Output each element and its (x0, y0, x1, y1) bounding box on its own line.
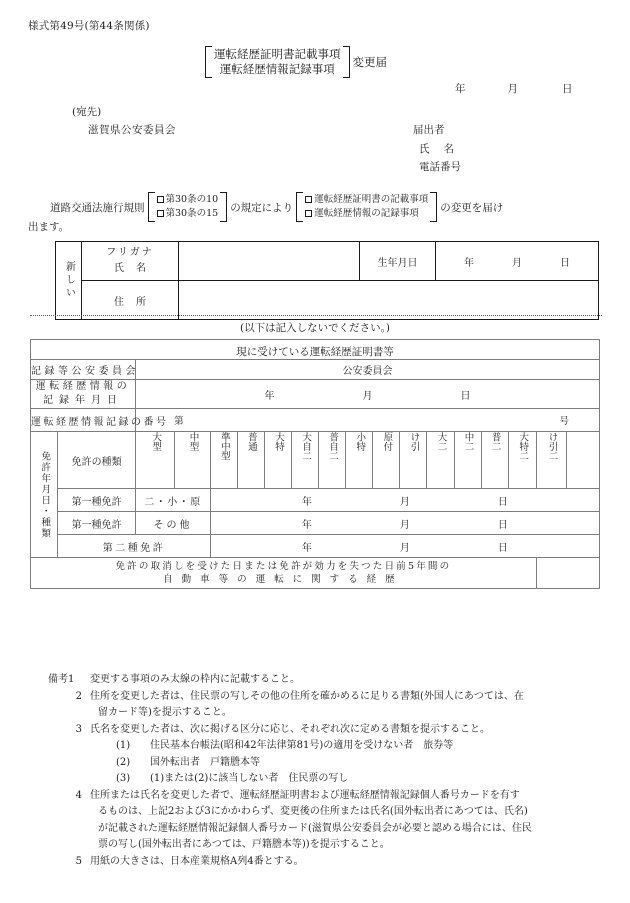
submitter-name-char-b: 名 (443, 143, 454, 155)
table-row (31, 558, 600, 589)
furigana-name-label-cell (82, 242, 179, 281)
category-header-0: 大型 (136, 432, 175, 489)
remark-item-5 (30, 854, 610, 871)
checkbox-icon[interactable] (157, 210, 164, 217)
birth-month-label: 月 (512, 257, 522, 269)
table-row (31, 409, 600, 432)
remark-4-text-line2: るものは、上記2および3にかかわらず、変更後の住所または氏名(国外転出者にあつては、氏名) (98, 806, 528, 817)
regulation-middle: の規定により (230, 201, 294, 214)
record-month-label: 月 (362, 390, 373, 402)
category-header-9: け引 (400, 432, 427, 489)
category-header-14: け引二 (536, 432, 566, 489)
license-row-2-year: 年 (301, 542, 312, 554)
regulation-prefix: 道路交通法施行規則 (50, 201, 145, 214)
checkbox-icon[interactable] (157, 196, 164, 203)
new-side-label-cell (56, 242, 82, 320)
title-line-2: 運転経歴情報記録事項 (219, 62, 335, 76)
license-row-0-month: 月 (399, 496, 410, 508)
license-row-1-sub: その他 (136, 512, 211, 535)
committee-value-cell (136, 360, 600, 380)
history-bar-line2: 自動車等の運転に関する経歴 (163, 574, 404, 585)
category-header-13: 大特二 (508, 432, 536, 489)
bracket-left (148, 192, 155, 222)
remark-3-sub-3-number: (3) (116, 773, 131, 784)
remark-3-sub-3-text: (1)または(2)に該当しない者 住民票の写し (150, 773, 349, 784)
title-lines (212, 46, 343, 78)
remark-4-text-line4: 票の写し(国外転出者にあつては、戸籍謄本等))を提示すること。 (98, 839, 390, 850)
address-label-cell (82, 281, 179, 320)
table-row (31, 512, 600, 535)
current-certificate-header-cell (31, 340, 600, 360)
remark-3-sub-2 (30, 755, 610, 772)
license-row-0-sub: 二・小・原 (136, 489, 211, 512)
regulation-option-bracket-1 (148, 192, 228, 222)
table-row (31, 489, 600, 512)
regulation-option-1[interactable]: 第30条の10 (157, 193, 219, 207)
remark-2-number: 2 (75, 690, 82, 702)
title-line-1: 運転経歴証明書記載事項 (214, 47, 341, 61)
remark-4-text-line1: 住所または氏名を変更した者で、運転経歴証明書および運転経歴情報記録個人番号カードを有す (90, 789, 520, 801)
committee-value: 公安委員会 (342, 366, 393, 377)
license-row-0-day: 日 (497, 496, 508, 508)
category-header-1: 中型 (175, 432, 211, 489)
regulation-option-3[interactable]: 運転経歴証明書の記載事項 (305, 193, 428, 207)
record-number-label-cell: 運転経歴情報記録の番号 (31, 409, 136, 432)
remark-3-number: 3 (75, 723, 82, 735)
name-label: 氏 名 (114, 263, 146, 274)
category-header-3: 普通 (237, 432, 264, 489)
license-side-label: 免許年月日・種類 (39, 450, 51, 539)
regulation-line (50, 192, 503, 222)
regulation-option-2[interactable]: 第30条の15 (157, 207, 219, 221)
remark-item-3 (30, 722, 610, 739)
remark-3-sub-1 (30, 738, 610, 755)
category-header-4: 大特 (264, 432, 291, 489)
form-title (205, 46, 387, 78)
submission-date-line (455, 81, 573, 96)
remark-4-number: 4 (75, 789, 82, 801)
remarks-label: 備考1 (48, 674, 75, 685)
category-header-7: 小特 (346, 432, 373, 489)
remark-4-text-line3: が記載された運転経歴情報記録個人番号カード(滋賀県公安委員会が必要と認める場合には、住民 (98, 822, 532, 834)
category-header-12: 普二 (481, 432, 508, 489)
record-date-label-line2: 記録年月日 (43, 395, 124, 406)
record-number-value-cell[interactable] (136, 409, 600, 432)
regulation-suffix: の変更を届け (440, 201, 504, 214)
license-side-label-cell (31, 432, 58, 558)
remark-2-text-line1: 住所を変更した者は、住民票の写しその他の住所を確かめるに足りる書類(外国人にあつては、在 (90, 690, 524, 702)
birth-year-label: 年 (464, 257, 474, 269)
birth-day-label: 日 (560, 257, 570, 269)
address-input-cell[interactable] (179, 281, 599, 320)
bracket-left (205, 46, 212, 78)
category-header-11: 中二 (454, 432, 481, 489)
submitter-tel-label: 電話番号 (419, 161, 461, 173)
addressee-name: 滋賀県公安委員会 (88, 124, 176, 136)
license-row-1-date[interactable] (210, 512, 599, 535)
license-row-1-month: 月 (399, 519, 410, 531)
do-not-fill-notice: (以下は記入しないでください。) (240, 322, 390, 334)
form-number: 様式第49号(第44条関係) (28, 20, 150, 32)
category-header-6: 普自二 (319, 432, 346, 489)
submitter-label: 届出者 (413, 124, 445, 136)
furigana-label: フリガナ (106, 247, 154, 258)
birthdate-input-cell[interactable] (436, 242, 599, 281)
title-suffix: 変更届 (352, 55, 387, 69)
new-side-label: 新しい (63, 261, 75, 300)
license-row-0-year: 年 (301, 496, 312, 508)
name-input-cell[interactable] (179, 242, 360, 281)
table-row (31, 432, 600, 489)
address-label-a: 住 (114, 296, 124, 308)
record-date-label-line1: 運転経歴情報の (35, 381, 131, 392)
history-bar-label-cell (31, 558, 537, 589)
committee-label-cell: 記録等公安委員会 (31, 360, 136, 380)
remark-1-text: 変更する事項のみ太線の枠内に記載すること。 (90, 674, 300, 685)
license-kind-label-cell: 免許の種類 (58, 432, 136, 489)
table-row (56, 281, 599, 320)
regulation-option-4[interactable]: 運転経歴情報の記録事項 (305, 207, 428, 221)
table-row (31, 340, 600, 360)
bracket-right (343, 46, 350, 78)
remark-item-4 (30, 788, 610, 805)
dotted-divider (30, 315, 602, 316)
category-header-10: 大二 (427, 432, 454, 489)
new-info-table (55, 241, 599, 320)
submitter-name-label (419, 141, 454, 156)
regulation-option-bracket-2 (296, 192, 437, 222)
date-day-label: 日 (562, 83, 573, 95)
title-bracket-group (205, 46, 350, 78)
remark-2-text-line2: 留カード等)を提示すること。 (98, 707, 232, 718)
license-row-0-type: 第一種免許 (58, 489, 136, 512)
category-header-2: 準中型 (210, 432, 237, 489)
table-row (31, 360, 600, 380)
record-number-prefix: 第 (174, 416, 184, 427)
license-row-2-type: 第二種免許 (58, 535, 211, 558)
record-year-label: 年 (264, 390, 275, 402)
table-row (31, 380, 600, 409)
history-bar-value-cell[interactable] (536, 558, 599, 589)
record-day-label: 日 (460, 390, 471, 402)
bracket-right (430, 192, 437, 222)
remark-3-text: 氏名を変更した者は、次に掲げる区分に応じ、それぞれ次に定める書類を提示すること。 (90, 723, 490, 735)
record-date-value-cell[interactable] (136, 380, 600, 409)
license-row-2-day: 日 (497, 542, 508, 554)
remark-3-sub-1-text: 住民基本台帳法(昭和42年法律第81号)の適用を受けない者 旅券等 (150, 740, 454, 751)
remark-item-1 (30, 672, 610, 689)
remark-5-number: 5 (75, 855, 82, 867)
regulation-continuation: 出ます。 (28, 221, 70, 233)
current-certificate-table (30, 339, 600, 589)
bracket-left (296, 192, 303, 222)
checkbox-icon[interactable] (305, 196, 312, 203)
license-row-2-date[interactable] (210, 535, 599, 558)
date-month-label: 月 (507, 83, 518, 95)
remark-3-sub-2-number: (2) (116, 756, 131, 768)
date-year-label: 年 (455, 83, 466, 95)
address-label-b: 所 (136, 296, 146, 308)
history-bar-line1: 免許の取消しを受けた日または免許が効力を失つた日前5年間の (115, 561, 452, 572)
category-header-8: 原付 (373, 432, 400, 489)
remark-3-sub-3 (30, 771, 610, 788)
bracket-right (220, 192, 227, 222)
record-number-suffix: 号 (559, 416, 569, 427)
remark-5-text: 用紙の大きさは、日本産業規格A列4番とする。 (90, 855, 304, 867)
license-row-1-type: 第一種免許 (58, 512, 136, 535)
table-row (56, 242, 599, 281)
license-row-1-day: 日 (497, 519, 508, 531)
table-row (31, 535, 600, 558)
current-certificate-header: 現に受けている運転経歴証明書等 (236, 346, 394, 358)
license-row-1-year: 年 (301, 519, 312, 531)
birthdate-label-cell: 生年月日 (360, 242, 436, 281)
record-date-label-cell (31, 380, 136, 409)
remarks-section (30, 672, 610, 870)
remark-3-sub-1-number: (1) (116, 740, 131, 751)
submitter-name-char-a: 氏 (419, 143, 430, 155)
remark-item-2 (30, 689, 610, 706)
addressee-label: (宛先) (72, 106, 102, 118)
license-row-2-month: 月 (399, 542, 410, 554)
license-row-0-date[interactable] (210, 489, 599, 512)
remark-3-sub-2-text: 国外転出者 戸籍謄本等 (150, 756, 260, 768)
checkbox-icon[interactable] (305, 210, 312, 217)
category-header-5: 大自二 (292, 432, 319, 489)
